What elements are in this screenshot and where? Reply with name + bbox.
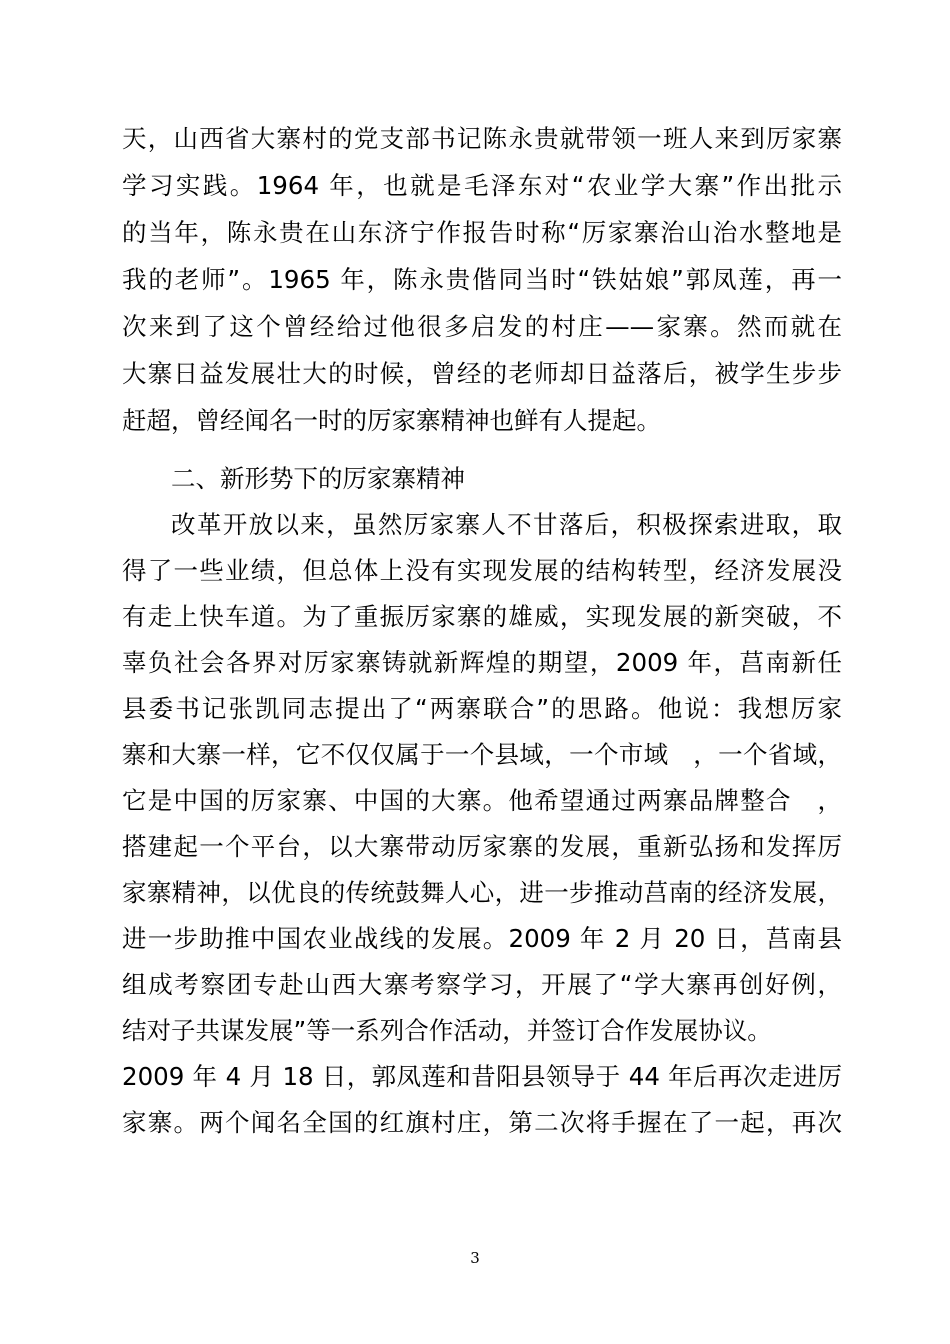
body-line: 结对子共谋发展”等一系列合作活动，并签订合作发展协议。: [122, 1016, 772, 1045]
section-heading: 二、新形势下的厉家寨精神: [171, 464, 465, 493]
body-line: 家寨。两个闻名全国的红旗村庄，第二次将手握在了一起，再次: [122, 1108, 842, 1137]
body-line: 的当年，陈永贵在山东济宁作报告时称“厉家寨治山治水整地是: [122, 218, 842, 247]
body-line: 我的老师”。1965 年，陈永贵偕同当时“铁姑娘”郭凤莲，再一: [122, 265, 842, 294]
body-line: 家寨精神，以优良的传统鼓舞人心，进一步推动莒南的经济发展，: [122, 878, 842, 907]
body-line: 县委书记张凯同志提出了“两寨联合”的思路。他说：我想厉家: [122, 694, 842, 723]
body-line: 次来到了这个曾经给过他很多启发的村庄——家寨。然而就在: [122, 312, 842, 341]
body-line: 有走上快车道。为了重振厉家寨的雄威，实现发展的新突破，不: [122, 602, 842, 631]
body-line: 2009 年 4 月 18 日，郭凤莲和昔阳县领导于 44 年后再次走进厉: [122, 1062, 842, 1091]
body-line: 赶超，曾经闻名一时的厉家寨精神也鲜有人提起。: [122, 406, 661, 435]
body-line: 得了一些业绩，但总体上没有实现发展的结构转型，经济发展没: [122, 556, 842, 585]
body-line: 学习实践。1964 年，也就是毛泽东对“农业学大寨”作出批示: [122, 171, 842, 200]
body-line: 组成考察团专赴山西大寨考察学习，开展了“学大寨再创好例，: [122, 970, 842, 999]
body-line: 改革开放以来，虽然厉家寨人不甘落后，积极探索进取，取: [171, 510, 842, 539]
body-line: 进一步助推中国农业战线的发展。2009 年 2 月 20 日，莒南县: [122, 924, 842, 953]
page-number: 3: [470, 1249, 480, 1267]
body-line: 搭建起一个平台，以大寨带动厉家寨的发展，重新弘扬和发挥厉: [122, 832, 842, 861]
body-line: 它是中国的厉家寨、中国的大寨。他希望通过两寨品牌整合 ，: [122, 786, 842, 815]
body-line: 大寨日益发展壮大的时候，曾经的老师却日益落后，被学生步步: [122, 359, 842, 388]
body-line: 辜负社会各界对厉家寨铸就新辉煌的期望，2009 年，莒南新任: [122, 648, 842, 677]
body-line: 寨和大寨一样，它不仅仅属于一个县域，一个市域 ，一个省域，: [122, 740, 842, 769]
body-line: 天，山西省大寨村的党支部书记陈永贵就带领一班人来到厉家寨: [122, 124, 842, 153]
